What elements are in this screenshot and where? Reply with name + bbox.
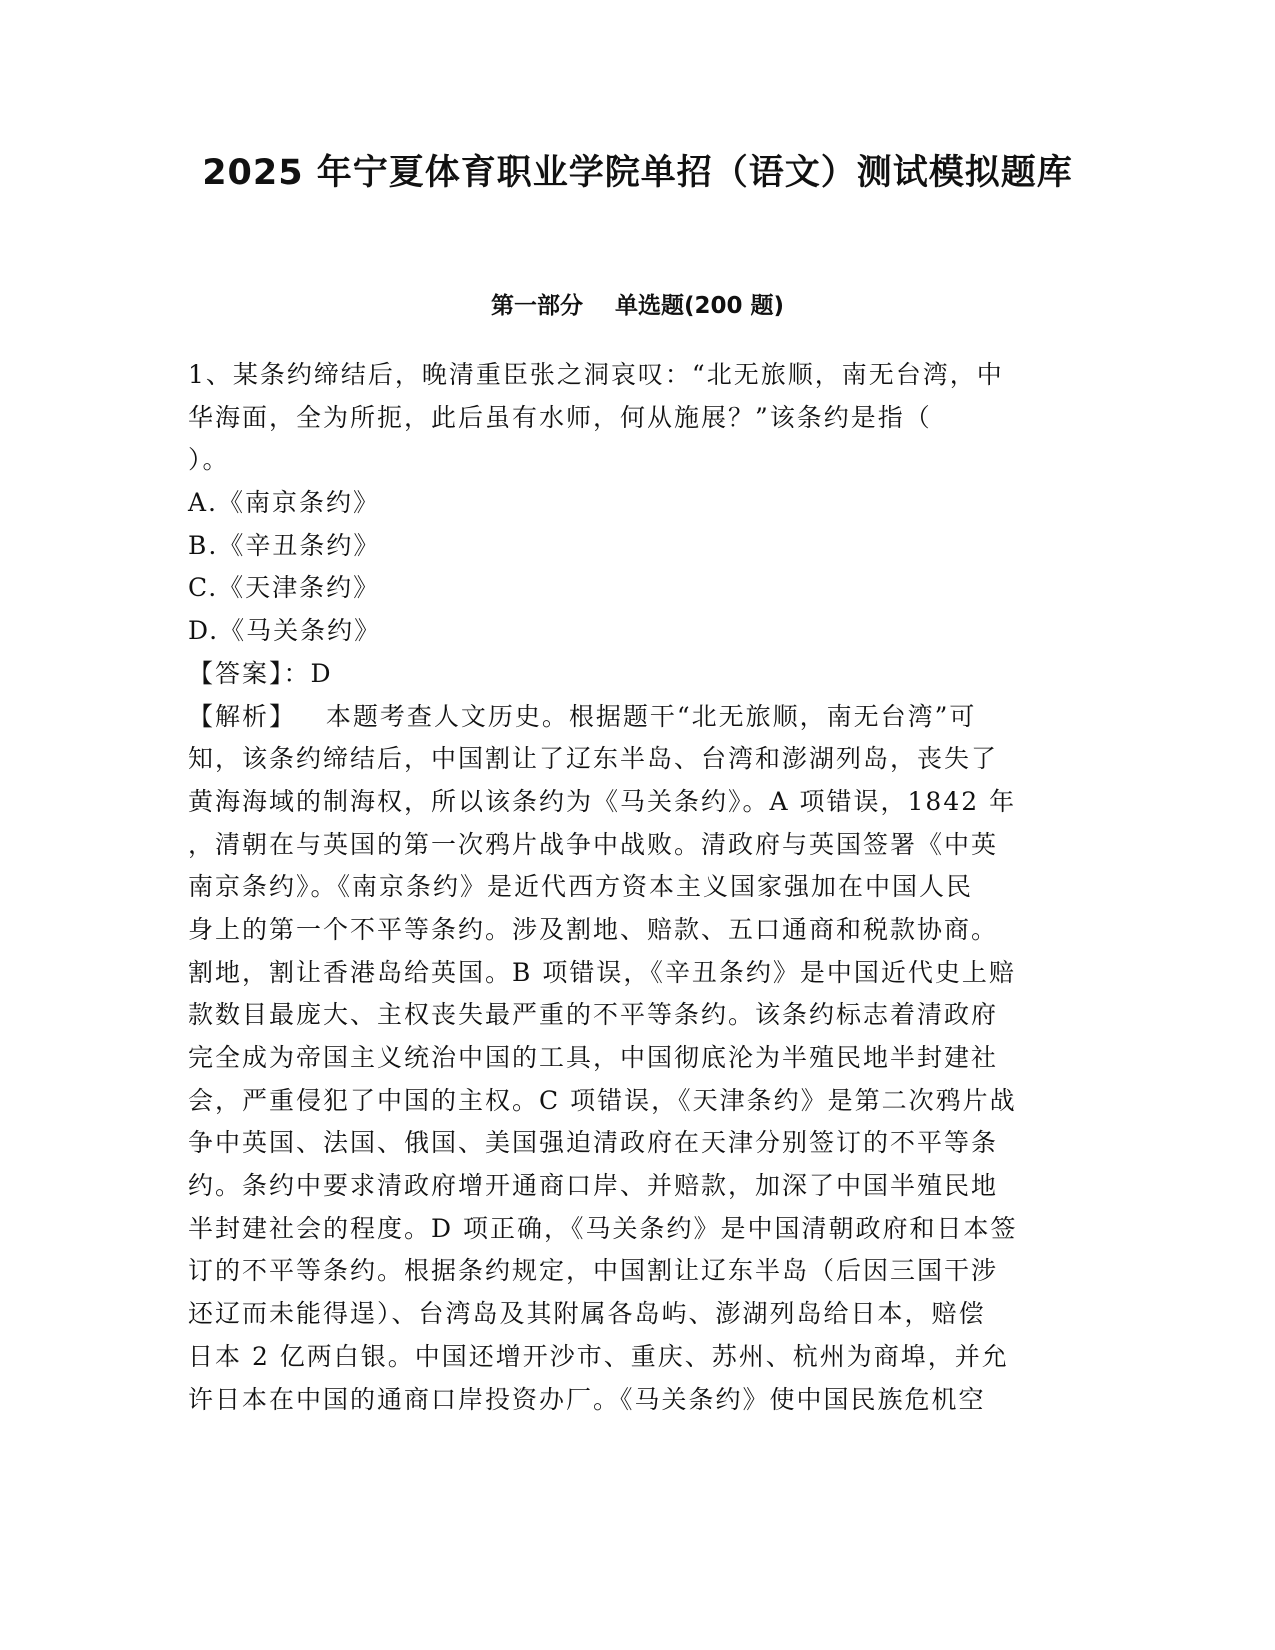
document-title: 2025 年宁夏体育职业学院单招（语文）测试模拟题库 bbox=[202, 153, 1073, 193]
analysis-line: 【解析】 本题考查人文历史。根据题干“北无旅顺，南无台湾”可 bbox=[188, 701, 977, 731]
question-stem-line: 1、某条约缔结后，晚清重臣张之洞哀叹：“北无旅顺，南无台湾，中 bbox=[188, 360, 1004, 389]
analysis-line: 知，该条约缔结后，中国割让了辽东半岛、台湾和澎湖列岛，丧失了 bbox=[188, 744, 999, 774]
analysis-line: 会，严重侵犯了中国的主权。C 项错误，《天津条约》是第二次鸦片战 bbox=[188, 1085, 1017, 1115]
analysis-line: 半封建社会的程度。D 项正确，《马关条约》是中国清朝政府和日本签 bbox=[188, 1213, 1018, 1243]
analysis-line: 南京条约》。《南京条约》是近代西方资本主义国家强加在中国人民 bbox=[188, 872, 974, 902]
option-d: D.《马关条约》 bbox=[188, 616, 382, 646]
analysis-line: 日本 2 亿两白银。中国还增开沙市、重庆、苏州、杭州为商埠，并允 bbox=[188, 1341, 1009, 1371]
option-b: B.《辛丑条约》 bbox=[188, 530, 381, 560]
analysis-line: 约。条约中要求清政府增开通商口岸、并赔款，加深了中国半殖民地 bbox=[188, 1171, 999, 1201]
analysis-line: 还辽而未能得逞）、台湾岛及其附属各岛屿、澎湖列岛给日本，赔偿 bbox=[188, 1299, 986, 1329]
question-stem-line: 华海面，全为所扼，此后虽有水师，何从施展？”该条约是指（ bbox=[188, 402, 932, 432]
option-a: A.《南京条约》 bbox=[188, 488, 381, 518]
analysis-line: 完全成为帝国主义统治中国的工具，中国彻底沦为半殖民地半封建社 bbox=[188, 1043, 999, 1072]
question-block bbox=[188, 354, 1088, 1421]
analysis-line: 许日本在中国的通商口岸投资办厂。《马关条约》使中国民族危机空 bbox=[188, 1384, 986, 1414]
analysis-line: 订的不平等条约。根据条约规定，中国割让辽东半岛（后因三国干涉 bbox=[188, 1256, 999, 1286]
analysis-line: 黄海海域的制海权，所以该条约为《马关条约》。A 项错误，1842 年 bbox=[188, 786, 1017, 816]
analysis-line: 款数目最庞大、主权丧失最严重的不平等条约。该条约标志着清政府 bbox=[188, 1000, 999, 1030]
analysis-line: ，清朝在与英国的第一次鸦片战争中战败。清政府与英国签署《中英 bbox=[188, 829, 999, 859]
analysis-line: 割地，割让香港岛给英国。B 项错误，《辛丑条约》是中国近代史上赔 bbox=[188, 957, 1016, 987]
section-heading: 第一部分 单选题(200 题) bbox=[490, 293, 785, 319]
analysis-line: 身上的第一个不平等条约。涉及割地、赔款、五口通商和税款协商。 bbox=[188, 914, 999, 944]
option-c: C.《天津条约》 bbox=[188, 573, 381, 603]
question-stem-line: ）。 bbox=[188, 445, 230, 475]
answer-line: 【答案】：D bbox=[188, 658, 333, 688]
analysis-line: 争中英国、法国、俄国、美国强迫清政府在天津分别签订的不平等条 bbox=[188, 1128, 999, 1158]
